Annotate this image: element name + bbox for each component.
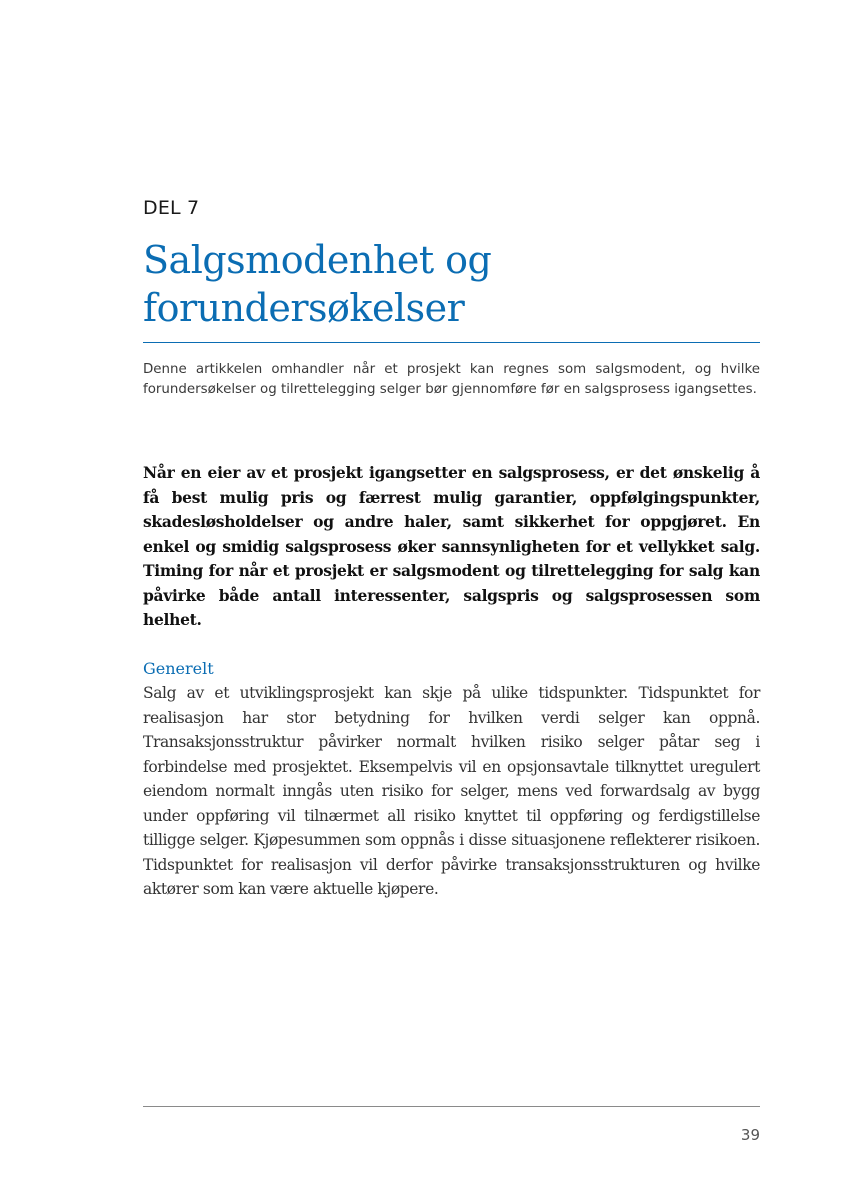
footer-divider (143, 1106, 760, 1107)
title-divider (143, 342, 760, 343)
section-body-generelt: Salg av et utviklingsprosjekt kan skje på ulike tidspunkter. Tidspunktet for realisasjon har stor betydning for hvilken verdi selger kan oppnå. Transaksjonsstruktur påvirker normalt hvilken risiko selger påtar seg i forbindelse med prosjektet. Eksempelvis vil en opsjonsavtale tilknyttet uregulert eiendom normalt inngås uten risiko for selger, mens ved forwardsalg av bygg under oppføring vil tilnærmet all risiko knyttet til oppføring og ferdigstillelse tilligge selger. Kjøpesummen som oppnås i disse situasjonene reflekterer risikoen. Tidspunktet for realisasjon vil derfor påvirke transaksjonsstrukturen og hvilke aktører som kan være aktuelle kjøpere. (143, 684, 760, 898)
intro-paragraph: Denne artikkelen omhandler når et prosjekt kan regnes som salgsmodent, og hvilke forundersøkelser og tilrettelegging selger bør gjennomføre før en salgsprosess igangsettes. (143, 362, 760, 397)
section-heading-generelt: Generelt (143, 659, 214, 678)
lead-paragraph: Når en eier av et prosjekt igangsetter en salgsprosess, er det ønskelig å få best mulig pris og færrest mulig garantier, oppfølgingspunkter, skadesløsholdelser og andre haler, samt sikkerhet for oppgjøret. En enkel og smidig salgsprosess øker sannsynligheten for et vellykket salg. Timing for når et prosjekt er salgsmodent og tilrettelegging for salg kan påvirke både antall interessenter, salgspris og salgsprosessen som helhet. (143, 463, 760, 629)
document-page (143, 0, 760, 1200)
section-label: DEL 7 (143, 197, 200, 219)
page-number: 39 (740, 1126, 760, 1144)
page-title: Salgsmodenhet og forundersøkelser (143, 238, 492, 330)
